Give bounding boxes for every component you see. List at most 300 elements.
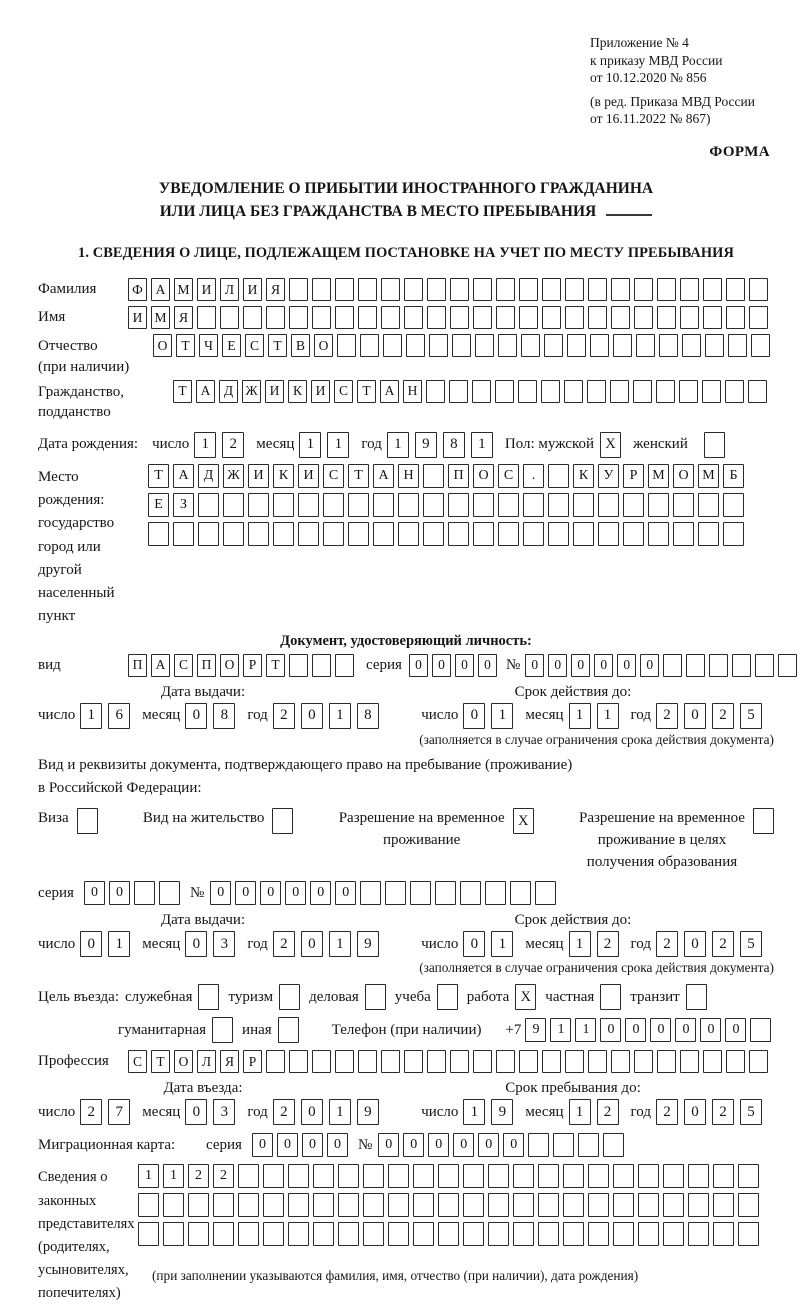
form-cell [611,306,630,329]
patronymic-cells [153,334,770,357]
year-label: год [247,935,268,952]
option-visa [38,808,98,834]
form-cell [688,1222,709,1246]
form-cell: 9 [357,1099,379,1125]
form-cell: 1 [194,432,216,458]
field-profession [38,1050,774,1073]
form-cell [263,1222,284,1246]
form-cell [398,493,419,517]
form-cell: 0 [617,654,636,677]
entry-year-cells [273,1099,379,1125]
residence-series-cells [84,881,180,905]
year-label: год [630,1103,651,1120]
phone-label: Телефон (при наличии) [331,1021,482,1038]
form-cell [438,1222,459,1246]
form-cell [565,306,584,329]
purpose-official-checkbox [198,984,219,1010]
form-cell [289,306,308,329]
form-cell: 0 [301,703,323,729]
purpose-transit-label: транзит [630,988,680,1005]
number-sign: № [189,884,205,901]
form-cell: 0 [335,881,356,905]
option-temporary-residence-label: Разрешение на временное проживание [338,810,505,848]
form-cell [725,380,744,403]
identity-doc-series-cells [409,654,497,677]
form-cell [238,1193,259,1217]
form-cell [548,464,569,488]
form-cell [598,522,619,546]
birth-place-label-line: Место рождения: [38,468,105,509]
form-cell [703,306,722,329]
form-cell: 0 [109,881,130,905]
form-cell: 5 [740,1099,762,1125]
form-cell [548,493,569,517]
form-cell [535,881,556,905]
option-visa-label: Виза [38,810,69,827]
form-cell [587,380,606,403]
form-cell: 3 [213,1099,235,1125]
year-label: год [247,1103,268,1120]
stay-until-month-cells [569,1099,619,1125]
form-cell: 0 [277,1133,298,1157]
form-cell [659,334,678,357]
form-cell [513,1222,534,1246]
issue-date-header: Дата выдачи: [160,683,246,700]
form-cell [438,1164,459,1188]
series-label: серия [38,884,74,901]
form-cell: И [298,464,319,488]
form-cell: 0 [327,1133,348,1157]
form-cell [703,1050,722,1073]
title-line-2: ИЛИ ЛИЦА БЕЗ ГРАЖДАНСТВА В МЕСТО ПРЕБЫВАНИЯ [159,202,597,220]
form-cell [565,278,584,301]
option-residence-permit [143,808,293,834]
title-line-2-wrap [38,200,774,223]
form-cell [703,278,722,301]
form-cell: 0 [650,1018,671,1042]
form-cell: Н [398,464,419,488]
form-cell: 0 [301,1099,323,1125]
form-cell [373,522,394,546]
form-cell [404,278,423,301]
form-cell [473,306,492,329]
regulation-note [590,34,790,128]
sex-male-checkbox: X [600,432,621,458]
form-cell: 1 [550,1018,571,1042]
form-cell: С [128,1050,147,1073]
form-cell [426,380,445,403]
given-name-label: Имя [38,309,66,326]
form-cell [406,334,425,357]
form-cell: М [151,306,170,329]
form-cell [138,1222,159,1246]
form-cell [544,334,563,357]
form-cell: 1 [329,1099,351,1125]
form-cell: 2 [656,931,678,957]
field-given-name [38,306,774,329]
form-cell [611,1050,630,1073]
form-cell [726,1050,745,1073]
residence-expiry-month-cells [569,931,619,957]
form-cell [680,278,699,301]
form-cell [657,1050,676,1073]
form-cell [634,306,653,329]
form-cell [686,654,705,677]
form-cell: 0 [453,1133,474,1157]
form-cell: 0 [285,881,306,905]
form-cell [588,1222,609,1246]
form-cell [435,881,456,905]
day-label: число [421,707,459,724]
form-cell [313,1193,334,1217]
stay-until-day-cells [463,1099,513,1125]
form-cell: 0 [235,881,256,905]
purpose-study-label: учеба [394,988,431,1005]
form-cell [452,334,471,357]
form-cell [613,1193,634,1217]
form-cell [657,306,676,329]
form-cell [383,334,402,357]
form-cell [381,278,400,301]
form-cell: 1 [491,703,513,729]
form-cell: И [265,380,284,403]
form-cell: 8 [443,432,465,458]
form-cell [289,278,308,301]
form-cell [726,306,745,329]
form-cell: У [598,464,619,488]
form-cell [713,1222,734,1246]
residence-doc-intro-line2: в Российской Федерации: [38,779,202,796]
birth-place-label-line: населенный пункт [38,585,115,625]
form-cell [413,1222,434,1246]
form-cell [521,334,540,357]
form-cell [263,1193,284,1217]
form-cell [510,881,531,905]
regulation-line: от 16.11.2022 № 867) [590,111,711,127]
option-temporary-residence-education [579,808,774,873]
form-cell: Ф [128,278,147,301]
form-cell: В [291,334,310,357]
form-cell [427,1050,446,1073]
form-cell: 0 [684,931,706,957]
form-cell [429,334,448,357]
form-cell [488,1164,509,1188]
form-cell [358,1050,377,1073]
identity-issue-month-cells [185,703,235,729]
form-cell: М [174,278,193,301]
form-cell [698,493,719,517]
profession-cells [128,1050,768,1073]
form-cell: 2 [597,1099,619,1125]
form-cell [159,881,180,905]
form-cell: О [673,464,694,488]
form-cell [312,654,331,677]
issue-date-header: Дата выдачи: [160,912,246,929]
form-cell: 1 [597,703,619,729]
purpose-private-checkbox [600,984,621,1010]
form-cell [682,334,701,357]
form-cell: 0 [301,931,323,957]
form-cell [523,522,544,546]
residence-issue-month-cells [185,931,235,957]
form-cell [223,493,244,517]
form-cell [323,522,344,546]
form-cell [519,1050,538,1073]
form-cell: 0 [403,1133,424,1157]
form-cell: 1 [299,432,321,458]
visit-purpose-label: Цель въезда: [38,988,119,1005]
form-cell [248,493,269,517]
form-cell: Я [266,278,285,301]
form-cell [680,1050,699,1073]
form-cell: 1 [387,432,409,458]
field-representatives [38,1164,774,1305]
form-cell: А [173,464,194,488]
form-cell [623,522,644,546]
form-cell: 2 [273,1099,295,1125]
birth-place-label [38,464,148,629]
form-cell: 0 [409,654,428,677]
form-cell [312,278,331,301]
entry-day-cells [80,1099,130,1125]
form-cell: 0 [84,881,105,905]
form-cell [518,380,537,403]
form-cell: 1 [163,1164,184,1188]
form-cell: 0 [478,654,497,677]
form-cell [688,1193,709,1217]
form-cell: 0 [260,881,281,905]
form-cell: 1 [329,703,351,729]
form-cell [363,1222,384,1246]
option-residence-permit-label: Вид на жительство [142,810,265,827]
form-cell: Р [623,464,644,488]
form-cell: 8 [357,703,379,729]
form-cell [289,1050,308,1073]
form-cell [588,1164,609,1188]
given-name-cells [128,306,768,329]
form-cell: 9 [357,931,379,957]
birth-date-label: Дата рождения: [38,436,139,453]
year-label: год [247,707,268,724]
form-cell [385,881,406,905]
form-cell [323,493,344,517]
form-cell: Ч [199,334,218,357]
form-cell [588,1050,607,1073]
option-temporary-residence-checkbox: X [513,808,534,834]
year-label: год [361,436,382,453]
form-cell: М [698,464,719,488]
form-cell: К [573,464,594,488]
regulation-line: Приложение № 4 [590,35,689,50]
form-cell [404,306,423,329]
form-cell: 9 [415,432,437,458]
patronymic-label [38,334,153,377]
form-cell [749,306,768,329]
citizenship-cells [173,380,767,403]
field-birth-date [38,432,774,458]
form-cell: Т [348,464,369,488]
form-cell [748,380,767,403]
form-cell: 2 [712,1099,734,1125]
form-cell: О [220,654,239,677]
form-cell [173,522,194,546]
field-migration-card [38,1133,774,1157]
form-cell [313,1222,334,1246]
birth-place-label-line: государство [38,515,115,532]
form-cell: 0 [252,1133,273,1157]
form-cell [413,1193,434,1217]
stay-until-year-cells [656,1099,762,1125]
form-cell [473,278,492,301]
form-cell: О [174,1050,193,1073]
identity-doc-date-headers [38,684,774,701]
field-patronymic [38,334,774,377]
form-cell [513,1164,534,1188]
form-cell: 0 [210,881,231,905]
restriction-note: (заполняется в случае ограничения срока действия документа) [419,731,774,747]
form-cell [472,380,491,403]
form-cell [238,1164,259,1188]
identity-doc-dates [38,703,774,729]
purpose-other-label: иная [242,1021,272,1038]
form-cell [223,522,244,546]
profession-label: Профессия [38,1053,109,1070]
residence-doc-options [38,808,774,873]
form-cell: 2 [656,1099,678,1125]
form-cell: Т [176,334,195,357]
form-cell [298,522,319,546]
title-line-1: УВЕДОМЛЕНИЕ О ПРИБЫТИИ ИНОСТРАННОГО ГРАЖДАНИНА [158,179,654,197]
form-cell: 0 [640,654,659,677]
citizenship-label [38,380,173,423]
form-cell [388,1222,409,1246]
form-cell [496,1050,515,1073]
purpose-business-label: деловая [309,988,359,1005]
form-cell [381,306,400,329]
form-cell: К [288,380,307,403]
form-cell [623,493,644,517]
form-cell [288,1164,309,1188]
birth-place-row3-cells [148,522,744,546]
form-cell: 0 [594,654,613,677]
purpose-official-label: служебная [124,988,193,1005]
form-cell [638,1164,659,1188]
form-cell [603,1133,624,1157]
form-cell [360,881,381,905]
form-cell [528,1133,549,1157]
form-cell: Л [197,1050,216,1073]
migration-number-cells [378,1133,624,1157]
form-cell: Л [220,278,239,301]
form-cell [673,493,694,517]
form-cell [449,380,468,403]
form-cell [238,1222,259,1246]
form-cell: 0 [185,931,207,957]
form-cell [348,522,369,546]
form-cell [388,1193,409,1217]
form-cell [423,464,444,488]
valid-until-header: Срок действия до: [514,683,632,700]
form-cell [496,278,515,301]
form-cell: 0 [700,1018,721,1042]
form-cell: 1 [327,432,349,458]
form-cell [358,278,377,301]
form-cell [542,278,561,301]
form-cell: 0 [463,931,485,957]
form-cell [163,1193,184,1217]
form-cell [473,522,494,546]
form-cell: 0 [571,654,590,677]
form-cell [463,1193,484,1217]
form-cell: Н [403,380,422,403]
migration-series-cells [252,1133,348,1157]
form-cell [335,1050,354,1073]
birth-place-rows [148,464,744,546]
form-cell: 2 [597,931,619,957]
form-cell: И [243,278,262,301]
regulation-line: (в ред. Приказа МВД России [590,93,755,109]
form-cell: 0 [625,1018,646,1042]
title-blank-line [606,203,652,216]
form-cell: 6 [108,703,130,729]
form-cell: 0 [503,1133,524,1157]
form-cell [198,493,219,517]
form-cell: 0 [185,703,207,729]
form-cell: П [197,654,216,677]
form-cell [633,380,652,403]
form-cell [705,334,724,357]
form-cell [751,334,770,357]
section1-heading: 1. СВЕДЕНИЯ О ЛИЦЕ, ПОДЛЕЖАЩЕМ ПОСТАНОВКЕ НА УЧЕТ ПО МЕСТУ ПРЕБЫВАНИЯ [78,245,734,262]
form-cell: 0 [185,1099,207,1125]
form-cell [663,1164,684,1188]
form-cell [749,278,768,301]
form-cell: Т [357,380,376,403]
representatives-row3-cells [138,1222,759,1246]
form-cell: С [498,464,519,488]
form-cell [688,1164,709,1188]
form-cell [709,654,728,677]
form-cell [538,1164,559,1188]
form-cell: 1 [463,1099,485,1125]
form-cell [590,334,609,357]
purpose-tourism-label: туризм [228,988,274,1005]
form-cell [288,1193,309,1217]
form-cell [723,522,744,546]
form-cell: 0 [675,1018,696,1042]
residence-doc-date-headers [38,912,774,929]
form-cell [498,493,519,517]
form-cell [749,1050,768,1073]
residence-doc-intro-line1: Вид и реквизиты документа, подтверждающего право на пребывание (проживание) [38,756,573,773]
identity-issue-day-cells [80,703,130,729]
valid-until-header: Срок действия до: [514,912,632,929]
form-cell [220,306,239,329]
form-cell: Т [266,654,285,677]
form-cell [728,334,747,357]
purpose-humanitarian-checkbox [212,1017,233,1043]
form-cell [488,1222,509,1246]
form-cell [188,1193,209,1217]
form-cell [243,306,262,329]
form-cell: Р [243,1050,262,1073]
entry-month-cells [185,1099,235,1125]
form-cell [335,654,354,677]
form-cell [289,654,308,677]
form-cell [248,522,269,546]
form-cell: И [248,464,269,488]
form-cell: О [314,334,333,357]
